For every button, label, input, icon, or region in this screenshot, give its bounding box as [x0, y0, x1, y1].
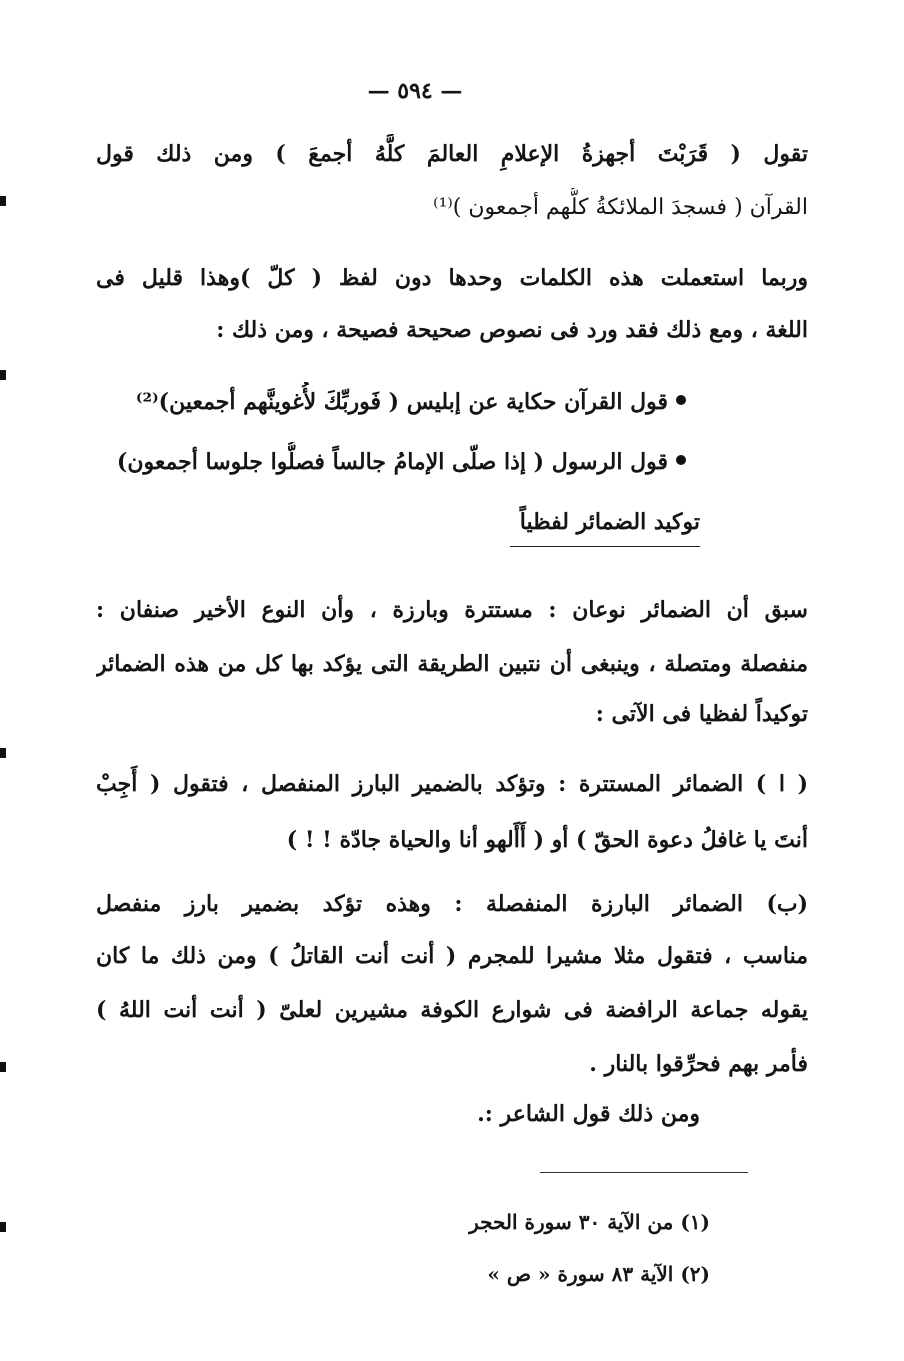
section-heading: توكيد الضمائر لفظياً	[519, 509, 700, 535]
footnote: (٢) الآية ٨٣ سورة « ص »	[487, 1262, 710, 1286]
scan-edge-mark	[0, 748, 6, 758]
scan-edge-mark	[0, 370, 6, 380]
scan-edge-mark	[0, 196, 6, 206]
paragraph-line: مناسب ، فتقول مثلا مشيرا للمجرم ( أنت أنت القاتلُ ) ومن ذلك ما كان	[96, 943, 808, 969]
paragraph-line: وربما استعملت هذه الكلمات وحدها دون لفظ ( كلّ )وهذا قليل فى	[96, 265, 808, 291]
scan-edge-mark	[0, 1222, 6, 1232]
bullet-dot	[676, 455, 686, 465]
paragraph-line: توكيداً لفظيا فى الآتى :	[595, 701, 808, 727]
paragraph-line: فأمر بهم فحرِّقوا بالنار .	[589, 1051, 808, 1077]
paragraph-line: سبق أن الضمائر نوعان : مستترة وبارزة ، وأن النوع الأخير صنفان :	[96, 597, 808, 623]
paragraph-line: ومن ذلك قول الشاعر :.	[477, 1101, 700, 1127]
bullet-item: قول الرسول ( إذا صلّى الإمامُ جالساً فصلُّوا جلوسا أجمعون)	[116, 449, 668, 475]
paragraph-line: تقول ( قَرَبْتَ أجهزةُ الإعلامِ العالمَ كلَّهُ أجمعَ ) ومن ذلك قول	[96, 141, 808, 167]
bullet-item: قول القرآن حكاية عن إبليس ( فَوربِّكَ لأُغوينَّهم أجمعين)⁽²⁾	[135, 389, 668, 415]
page-number: — ٥٩٤ —	[367, 78, 463, 104]
footnote-separator	[540, 1172, 748, 1173]
footnote: (١) من الآية ٣٠ سورة الحجر	[469, 1210, 710, 1234]
paragraph-line: القرآن ( فسجدَ الملائكةُ كلُّهم أجمعون )⁽¹⁾	[433, 195, 808, 220]
scan-edge-mark	[0, 1062, 6, 1072]
bullet-dot	[676, 395, 686, 405]
paragraph-line: ( ا ) الضمائر المستترة : وتؤكد بالضمير البارز المنفصل ، فتقول ( أَجِبْ	[96, 771, 808, 797]
paragraph-line: (ب) الضمائر البارزة المنفصلة : وهذه تؤكد بضمير بارز منفصل	[96, 891, 808, 917]
paragraph-line: منفصلة ومتصلة ، وينبغى أن نتبين الطريقة التى يؤكد بها كل من هذه الضمائر	[96, 651, 808, 677]
paragraph-line: يقوله جماعة الرافضة فى شوارع الكوفة مشيرين لعلىّ ( أنت أنت اللهُ )	[96, 997, 808, 1023]
paragraph-line: اللغة ، ومع ذلك فقد ورد فى نصوص صحيحة فصيحة ، ومن ذلك :	[216, 317, 808, 343]
heading-underline	[510, 546, 700, 547]
paragraph-line: أنتَ يا غافلُ دعوة الحقّ ) أو ( أَأَلهو أنا والحياة جادّة ! ! )	[286, 827, 808, 853]
